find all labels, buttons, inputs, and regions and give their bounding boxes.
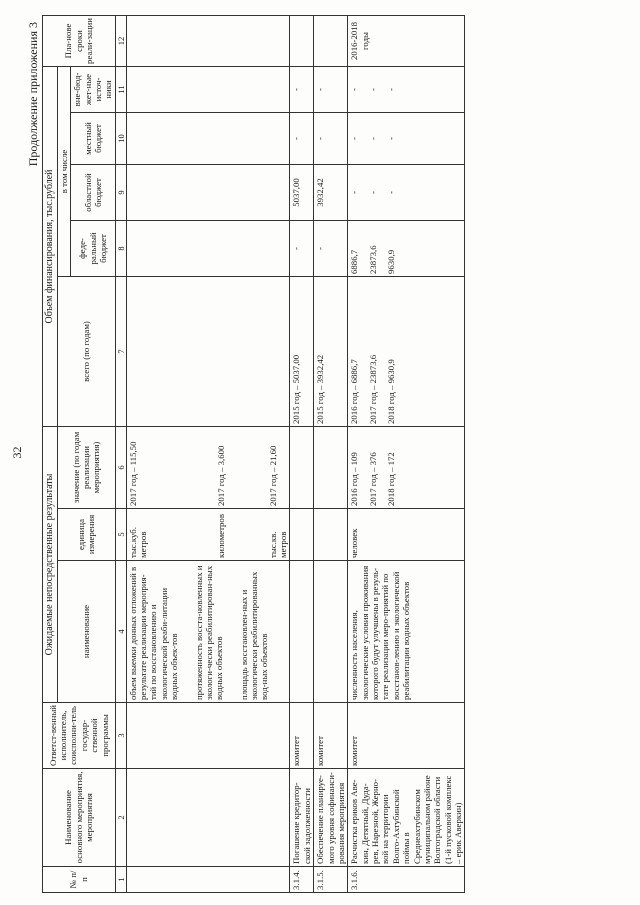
header-including: в том числе — [57, 66, 70, 276]
header-unit: единица измерения — [57, 509, 115, 561]
finance-local: - — [314, 112, 348, 164]
implementation-term: 2016-2018 годы — [348, 15, 465, 66]
col-number: 9 — [115, 164, 126, 220]
header-num: № п/п — [43, 867, 116, 893]
finance-local: - — [386, 137, 397, 140]
header-results: Ожидаемые непосредственные результаты — [43, 426, 58, 702]
col-number: 2 — [115, 769, 126, 867]
finance-total: 2015 год – 5037,00 — [290, 276, 314, 426]
finance-local: - — [290, 112, 314, 164]
header-responsible: Ответст-венный исполнитель, соисполни-тель государ-ственной программы — [43, 703, 116, 769]
result-name: протяженность восста-новленных и экологи-чески реабилитирован-ных водных объектов — [193, 565, 225, 700]
table-row — [348, 15, 465, 892]
finance-federal: 23873,6 — [367, 245, 378, 274]
finance-local: - — [367, 137, 378, 140]
finance-extrabudget: - — [367, 88, 378, 91]
finance-extrabudget: - — [290, 66, 314, 112]
header-local: местный бюджет — [71, 112, 116, 164]
column-numbers-row — [115, 15, 126, 892]
result-name: объем выемки донных отложений в результате реализации мероприя-тий по восстановлению и экологической реаби-литации водных объек-тов — [127, 566, 180, 700]
measure-name: Обеспечение планируе-мого уровня софинанси-рования мероприятия — [314, 769, 348, 867]
table-row — [314, 15, 348, 892]
result-unit: тыс.кв. метров — [267, 531, 289, 558]
measure-name: Расчистка ериков Аве-кин, Детятный, Дуда-рев, Нарезной, Жерно-вой на территории Волго-Ахтубинской поймы в Среднеахтубинском муниципальном районе Волгоградской области (1-й пусковой комплекс – ерик Аверкин) — [348, 769, 465, 867]
row-number: 3.1.6. — [348, 867, 465, 893]
responsible: комитет — [290, 703, 314, 769]
col-number: 3 — [115, 703, 126, 769]
col-number: 8 — [115, 220, 126, 276]
continuation-note: Продолжение приложения 3 — [26, 22, 40, 167]
header-finance: Объем финансирования, тыс.рублей — [43, 66, 58, 426]
finance-regional: - — [386, 191, 397, 194]
col-number: 11 — [115, 66, 126, 112]
result-value: 2016 год – 109 — [349, 452, 360, 506]
finance-total: 2017 год – 23873,6 — [367, 354, 378, 424]
result-value: 2017 год – 115,50 — [127, 441, 138, 506]
col-number: 7 — [115, 276, 126, 426]
finance-extrabudget: - — [314, 66, 348, 112]
header-regional: областной бюджет — [71, 164, 116, 220]
finance-local: - — [349, 137, 360, 140]
finance-extrabudget: - — [349, 88, 360, 91]
result-value: 2018 год – 172 — [386, 452, 397, 506]
table-row — [290, 15, 314, 892]
table-row — [126, 15, 290, 892]
finance-total: 2016 год – 6886,7 — [349, 359, 360, 424]
finance-total: 2018 год – 9630,9 — [386, 359, 397, 424]
page-number: 32 — [10, 446, 24, 459]
row-number: 3.1.4. — [290, 867, 314, 893]
header-result-name: наименование — [57, 561, 115, 703]
col-number: 5 — [115, 509, 126, 561]
responsible: комитет — [314, 703, 348, 769]
header-federal: феде-ральный бюджет — [71, 220, 116, 276]
measure-name: Погашение кредитор-ской задолженности — [290, 769, 314, 867]
finance-regional: 5037,00 — [290, 164, 314, 220]
col-number: 1 — [115, 867, 126, 893]
row-number: 3.1.5. — [314, 867, 348, 893]
col-number: 6 — [115, 426, 126, 508]
result-value: 2017 год – 21,60 — [267, 445, 278, 506]
col-number: 10 — [115, 112, 126, 164]
finance-federal: - — [314, 220, 348, 276]
finance-federal: 9630,9 — [386, 249, 397, 274]
result-unit: километров — [215, 514, 226, 558]
result-unit: человек — [348, 509, 465, 561]
finance-regional: - — [349, 191, 360, 194]
finance-regional: 3932,42 — [314, 164, 348, 220]
header-total: всего (по годам) — [57, 276, 115, 426]
header-extrabudget: вне-бюд-жет-ные источ-ники — [71, 66, 116, 112]
finance-federal: 6886,7 — [349, 249, 360, 274]
result-name: численность населения, экологические условия проживания которого будут улучшены в резуль-тате реализации меро-приятий по восстанов-лению и экологической реабилитации водных объектов — [348, 561, 465, 703]
finance-total: 2015 год – 3932,42 — [314, 276, 348, 426]
result-name: площадь восстановлен-ных и экологически реабилитированных вод-ных объектов — [238, 571, 270, 700]
responsible: комитет — [348, 703, 465, 769]
finance-extrabudget: - — [386, 88, 397, 91]
program-table — [42, 15, 465, 893]
header-value: значение (по годам реализации мероприятия) — [57, 426, 115, 508]
header-name: Наименование основного мероприятия, мероприятия — [43, 769, 116, 867]
finance-federal: - — [290, 220, 314, 276]
result-value: 2017 год – 3,600 — [215, 445, 226, 506]
col-number: 12 — [115, 15, 126, 66]
result-unit: тыс.куб. метров — [127, 527, 149, 558]
result-value: 2017 год – 376 — [367, 452, 378, 506]
col-number: 4 — [115, 561, 126, 703]
header-term: Пла-нове сроки реали-зации — [43, 15, 116, 66]
finance-regional: - — [367, 191, 378, 194]
